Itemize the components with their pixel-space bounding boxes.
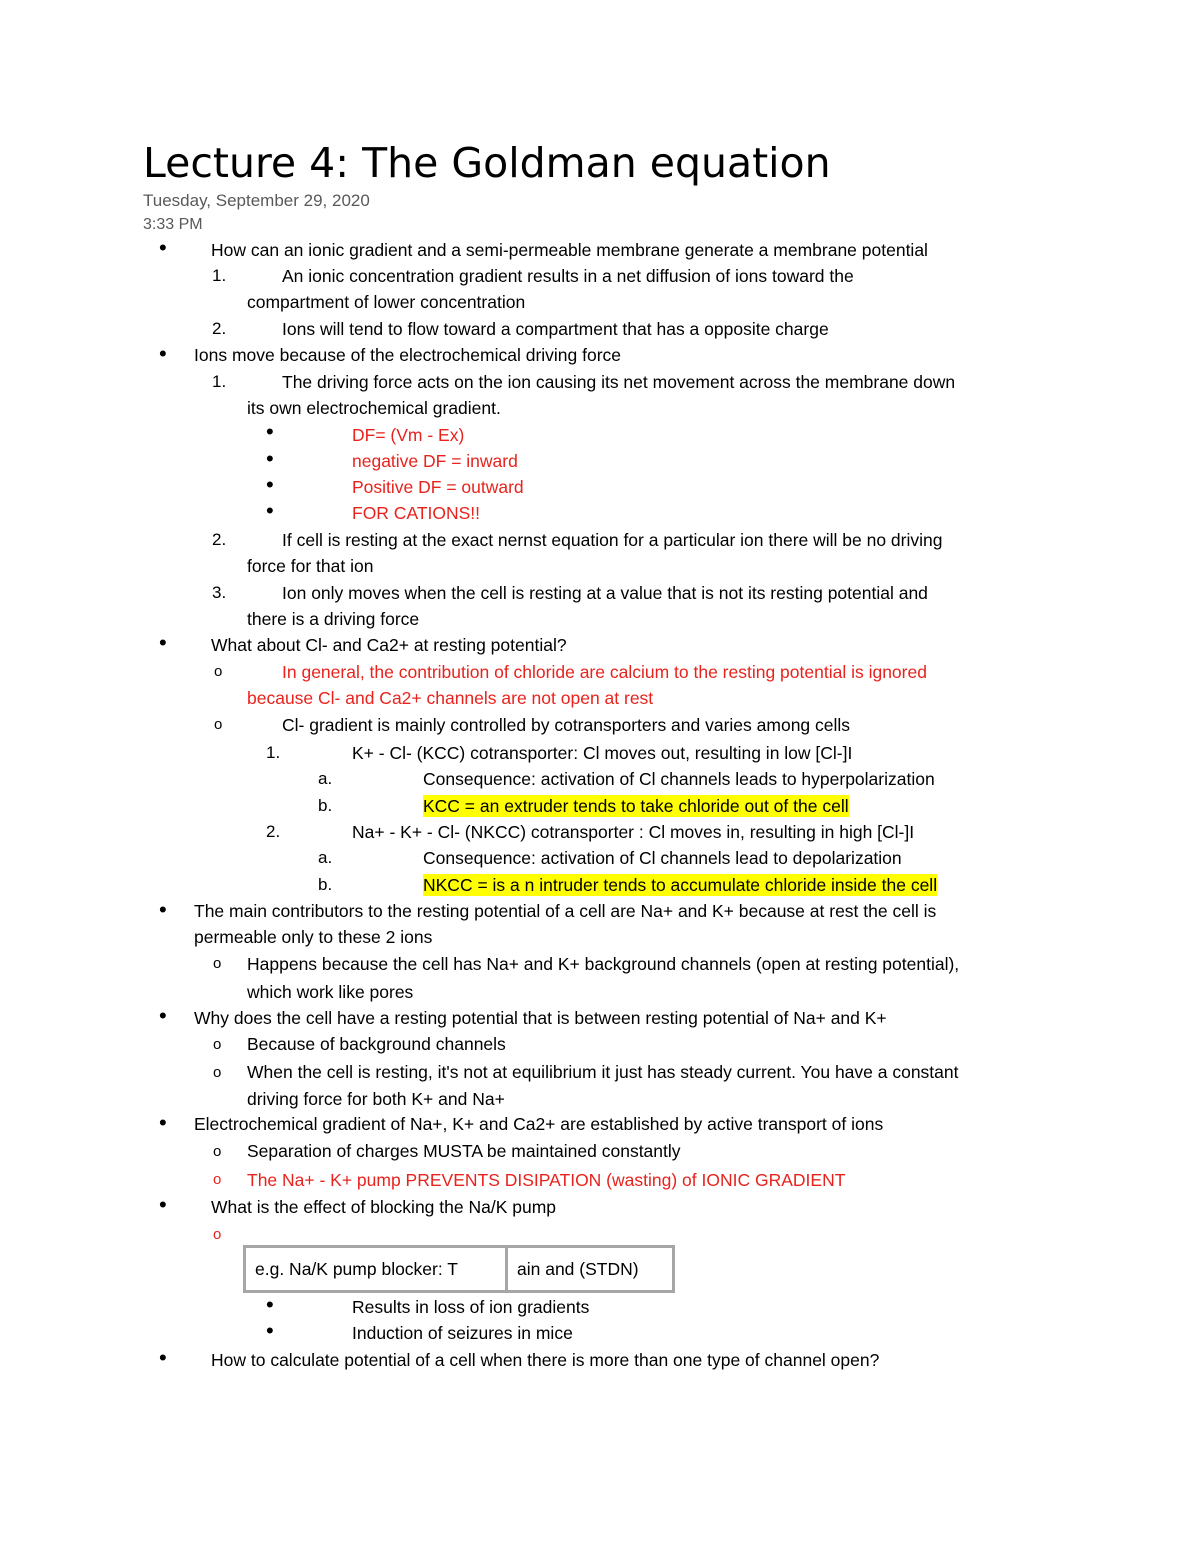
bullet-icon: • bbox=[266, 472, 274, 497]
note-line: because Cl- and Ca2+ channels are not open at rest bbox=[247, 688, 654, 708]
page-title: Lecture 4: The Goldman equation bbox=[143, 139, 831, 187]
note-line: DF= (Vm - Ex) bbox=[352, 425, 465, 445]
list-number: 2. bbox=[212, 530, 227, 549]
table-cell: ain and (STDN) bbox=[507, 1247, 674, 1292]
note-line: its own electrochemical gradient. bbox=[247, 398, 501, 418]
note-line: compartment of lower concentration bbox=[247, 292, 526, 312]
list-letter: a. bbox=[318, 769, 333, 788]
note-time: 3:33 PM bbox=[143, 216, 203, 233]
note-line: Ions will tend to flow toward a compartment that has a opposite charge bbox=[282, 319, 829, 339]
bullet-icon: • bbox=[159, 1003, 167, 1028]
list-number: 1. bbox=[212, 372, 227, 391]
note-line: The driving force acts on the ion causing its net movement across the membrane down bbox=[282, 372, 956, 392]
list-number: 1. bbox=[266, 743, 281, 762]
bullet-icon: • bbox=[266, 498, 274, 523]
bullet-icon: • bbox=[266, 1318, 274, 1343]
note-line: permeable only to these 2 ions bbox=[194, 927, 433, 947]
note-line: Electrochemical gradient of Na+, K+ and Ca2+ are established by active transport of ions bbox=[194, 1114, 884, 1134]
list-letter: b. bbox=[318, 796, 333, 815]
note-line: driving force for both K+ and Na+ bbox=[247, 1089, 505, 1109]
note-date: Tuesday, September 29, 2020 bbox=[143, 191, 370, 210]
note-line: Because of background channels bbox=[247, 1034, 506, 1054]
note-table bbox=[243, 1245, 675, 1293]
circle-bullet-icon: o bbox=[214, 663, 223, 680]
circle-bullet-icon: o bbox=[213, 1143, 222, 1160]
note-line: Consequence: activation of Cl channels lead to depolarization bbox=[423, 848, 902, 868]
note-line: How can an ionic gradient and a semi-permeable membrane generate a membrane potential bbox=[211, 240, 928, 260]
bullet-icon: • bbox=[266, 419, 274, 444]
note-line: Positive DF = outward bbox=[352, 477, 524, 497]
circle-bullet-icon: o bbox=[213, 955, 222, 972]
note-line: Results in loss of ion gradients bbox=[352, 1297, 590, 1317]
note-line: Consequence: activation of Cl channels leads to hyperpolarization bbox=[423, 769, 935, 789]
circle-bullet-icon: o bbox=[213, 1226, 222, 1243]
bullet-icon: • bbox=[159, 1345, 167, 1370]
highlighted-line: NKCC = is a n intruder tends to accumulate chloride inside the cell bbox=[423, 875, 938, 895]
note-line: Why does the cell have a resting potential that is between resting potential of Na+ and K+ bbox=[194, 1008, 887, 1028]
note-line: Separation of charges MUSTA be maintained constantly bbox=[247, 1141, 681, 1161]
note-line: Happens because the cell has Na+ and K+ background channels (open at resting potential), bbox=[247, 954, 960, 974]
list-number: 2. bbox=[212, 319, 227, 338]
note-line: When the cell is resting, it's not at equilibrium it just has steady current. You have a constant bbox=[247, 1062, 959, 1082]
note-line: Cl- gradient is mainly controlled by cotransporters and varies among cells bbox=[282, 715, 851, 735]
note-line: which work like pores bbox=[247, 982, 414, 1002]
table-row bbox=[245, 1247, 674, 1292]
note-line: Induction of seizures in mice bbox=[352, 1323, 573, 1343]
note-line: Na+ - K+ - Cl- (NKCC) cotransporter : Cl moves in, resulting in high [Cl-]I bbox=[352, 822, 915, 842]
list-letter: a. bbox=[318, 848, 333, 867]
note-line: Ions move because of the electrochemical driving force bbox=[194, 345, 622, 365]
bullet-icon: • bbox=[159, 1192, 167, 1217]
note-line: If cell is resting at the exact nernst equation for a particular ion there will be no driving bbox=[282, 530, 943, 550]
note-line: An ionic concentration gradient results in a net diffusion of ions toward the bbox=[282, 266, 854, 286]
note-line: force for that ion bbox=[247, 556, 374, 576]
note-line: In general, the contribution of chloride are calcium to the resting potential is ignored bbox=[282, 662, 927, 682]
bullet-icon: • bbox=[159, 897, 167, 922]
note-line: negative DF = inward bbox=[352, 451, 518, 471]
circle-bullet-icon: o bbox=[213, 1171, 222, 1188]
list-number: 3. bbox=[212, 583, 227, 602]
note-line: What about Cl- and Ca2+ at resting potential? bbox=[211, 635, 567, 655]
bullet-icon: • bbox=[159, 630, 167, 655]
highlighted-line: KCC = an extruder tends to take chloride out of the cell bbox=[423, 796, 849, 816]
note-line: Ion only moves when the cell is resting at a value that is not its resting potential and bbox=[282, 583, 928, 603]
circle-bullet-icon: o bbox=[213, 1064, 222, 1081]
circle-bullet-icon: o bbox=[214, 716, 223, 733]
circle-bullet-icon: o bbox=[213, 1036, 222, 1053]
note-line: FOR CATIONS!! bbox=[352, 503, 481, 523]
list-number: 1. bbox=[212, 266, 227, 285]
list-letter: b. bbox=[318, 875, 333, 894]
bullet-icon: • bbox=[159, 235, 167, 260]
bullet-icon: • bbox=[266, 1292, 274, 1317]
note-line: The main contributors to the resting potential of a cell are Na+ and K+ because at rest the cell is bbox=[194, 901, 937, 921]
list-number: 2. bbox=[266, 822, 281, 841]
note-line: How to calculate potential of a cell when there is more than one type of channel open? bbox=[211, 1350, 880, 1370]
note-line: there is a driving force bbox=[247, 609, 420, 629]
note-line: The Na+ - K+ pump PREVENTS DISIPATION (wasting) of IONIC GRADIENT bbox=[247, 1170, 846, 1190]
note-line: K+ - Cl- (KCC) cotransporter: Cl moves out, resulting in low [Cl-]I bbox=[352, 743, 853, 763]
note-line: What is the effect of blocking the Na/K pump bbox=[211, 1197, 557, 1217]
table-cell: e.g. Na/K pump blocker: T bbox=[245, 1247, 507, 1292]
bullet-icon: • bbox=[266, 446, 274, 471]
bullet-icon: • bbox=[159, 341, 167, 366]
bullet-icon: • bbox=[159, 1110, 167, 1135]
